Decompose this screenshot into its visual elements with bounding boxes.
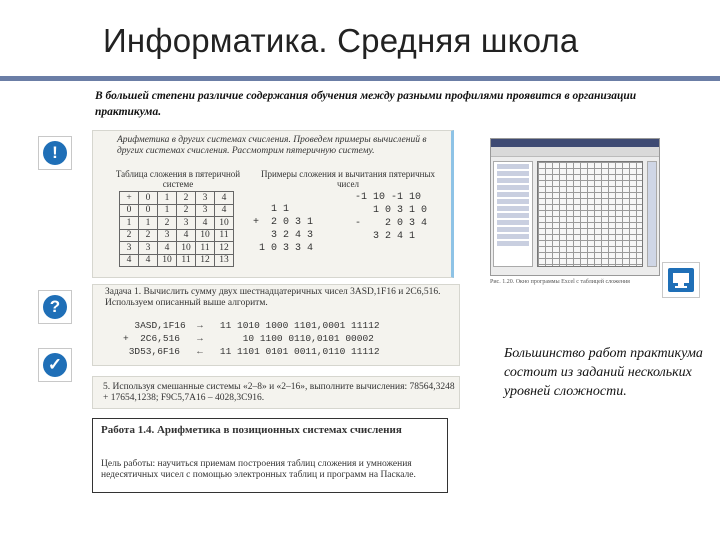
addition-table-row — [120, 254, 234, 267]
monitor-icon — [662, 262, 700, 298]
addition-table-cell: 0 — [120, 204, 139, 217]
addition-table-cell: + — [120, 192, 139, 205]
textbook-page-arithmetic — [92, 130, 454, 278]
addition-table-cell: 10 — [196, 229, 215, 242]
addition-table-cell: 3 — [196, 192, 215, 205]
subtraction-example: -1 10 -1 10 1 0 3 1 0 - 2 0 3 4 3 2 4 1 — [355, 192, 428, 242]
addition-table-row — [120, 192, 234, 205]
addition-table-cell: 4 — [177, 229, 196, 242]
addition-table-cell: 13 — [215, 254, 234, 267]
addition-table-cell: 4 — [120, 254, 139, 267]
addition-table-cell: 1 — [139, 217, 158, 230]
exclamation-disc: ! — [43, 141, 67, 165]
addition-table-cell: 2 — [177, 192, 196, 205]
addition-table-cell: 4 — [139, 254, 158, 267]
task-paragraph: Задача 1. Вычислить сумму двух шестнадцатеричных чисел 3ASD,1F16 и 2C6,516. Используем описанный выше алгоритм. — [105, 287, 441, 308]
addition-table-row — [120, 242, 234, 255]
textbook-page-exercise — [92, 376, 460, 409]
addition-table-cell: 4 — [215, 192, 234, 205]
addition-table-cell: 3 — [158, 229, 177, 242]
addition-table-cell: 4 — [215, 204, 234, 217]
title-divider — [0, 76, 720, 81]
window-toolbar — [491, 147, 659, 157]
addition-table-row — [120, 217, 234, 230]
screenshot-caption: Рис. 1.20. Окно программы Excel с таблицей сложения — [490, 279, 630, 285]
addition-table-cell: 1 — [158, 204, 177, 217]
check-icon — [38, 348, 72, 382]
side-panel — [647, 161, 657, 267]
addition-table-row — [120, 204, 234, 217]
window-titlebar — [491, 139, 659, 147]
addition-table-cell: 10 — [158, 254, 177, 267]
addition-table-cell: 11 — [215, 229, 234, 242]
check-disc: ✓ — [43, 353, 67, 377]
addition-table-cell: 11 — [196, 242, 215, 255]
addition-table-cell: 12 — [196, 254, 215, 267]
addition-table — [119, 191, 234, 267]
addition-table-cell: 3 — [139, 242, 158, 255]
lab-work-heading: Работа 1.4. Арифметика в позиционных системах счисления — [101, 424, 402, 436]
examples-caption: Примеры сложения и вычитания пятеричных чисел — [260, 169, 436, 189]
lab-work-box — [92, 418, 448, 493]
question-icon — [38, 290, 72, 324]
addition-table-cell: 3 — [196, 204, 215, 217]
addition-table-cell: 12 — [215, 242, 234, 255]
addition-example: 1 1 + 2 0 3 1 3 2 4 3 1 0 3 3 4 — [253, 204, 314, 254]
addition-table-cell: 1 — [120, 217, 139, 230]
addition-table-cell: 1 — [158, 192, 177, 205]
page-title: Информатика. Средняя школа — [103, 22, 579, 59]
addition-table-cell: 3 — [177, 217, 196, 230]
practicum-note: Большинство работ практикума состоит из заданий нескольких уровней сложности. — [504, 346, 703, 399]
addition-table-cell: 0 — [139, 204, 158, 217]
addition-table-cell: 2 — [177, 204, 196, 217]
lab-work-text: Цель работы: научиться приемам построения таблиц сложения и умножения недесятичных чисел с помощью электронных таблиц и программ на Паскале. — [101, 459, 416, 480]
spreadsheet-grid — [537, 161, 643, 267]
hex-calculation: 3ASD,1F16 → 11 1010 1000 1101,0001 11112 + 2C6,516 → 10 1100 0110,0101 00002 3D53,6F16 ← 11 1101 0101 0011,0110 11112 — [123, 320, 380, 357]
question-disc: ? — [43, 295, 67, 319]
side-list — [493, 161, 533, 267]
addition-table-cell: 0 — [139, 192, 158, 205]
addition-table-cell: 2 — [120, 229, 139, 242]
addition-table-cell: 10 — [215, 217, 234, 230]
textbook-page-task — [92, 284, 460, 366]
addition-table-cell: 11 — [177, 254, 196, 267]
exclamation-icon — [38, 136, 72, 170]
arithmetic-paragraph: Арифметика в других системах счисления. Проведем примеры вычислений в других системах счисления. Рассмотрим пятеричную систему. — [117, 135, 427, 156]
addition-table-cell: 4 — [196, 217, 215, 230]
addition-table-cell: 2 — [139, 229, 158, 242]
intro-text: В большей степени различие содержания обучения между разными профилями проявится в организации практикума. — [95, 90, 637, 118]
table-caption: Таблица сложения в пятеричной системе — [115, 169, 241, 189]
addition-table-cell: 3 — [120, 242, 139, 255]
addition-table-cell: 2 — [158, 217, 177, 230]
spreadsheet-screenshot — [490, 138, 660, 276]
exercise-text: 5. Используя смешанные системы «2–8» и «2–16», выполните вычисления: 78564,3248 + 17654,1238; F9C5,7A16 – 4028,3C916. — [103, 382, 455, 403]
addition-table-cell: 4 — [158, 242, 177, 255]
addition-table-cell: 10 — [177, 242, 196, 255]
addition-table-row — [120, 229, 234, 242]
